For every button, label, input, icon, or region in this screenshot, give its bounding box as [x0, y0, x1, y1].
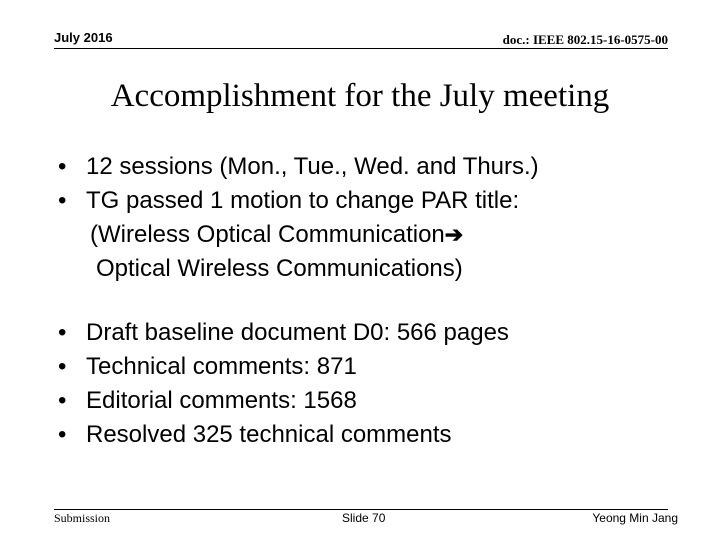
bullet-item [58, 184, 539, 286]
bullet-text: Draft baseline document D0: 566 pages [86, 319, 509, 346]
bullet-item [58, 384, 509, 418]
bullet-icon: • [58, 187, 67, 214]
arrow-right-icon: ➔ [444, 222, 464, 247]
bullet-text: TG passed 1 motion to change PAR title: [86, 187, 520, 214]
bullet-item [58, 350, 509, 384]
footer-author: Yeong Min Jang [592, 511, 678, 525]
footer-submission: Submission [54, 511, 111, 525]
slide-number: Slide 70 [342, 511, 386, 525]
bullet-text: Editorial comments: 1568 [86, 387, 357, 414]
bullet-list-1 [58, 150, 539, 286]
bullet-text: Technical comments: 871 [86, 353, 357, 380]
bullet-text: 12 sessions (Mon., Tue., Wed. and Thurs.) [86, 153, 539, 180]
bullet-list-2 [58, 316, 509, 452]
old-title-text: (Wireless Optical Communication [90, 221, 445, 248]
bullet-icon: • [58, 387, 67, 414]
bullet-icon: • [58, 353, 67, 380]
bullet-item [58, 316, 509, 350]
slide-title: Accomplishment for the July meeting [110, 78, 610, 114]
footer-divider [54, 509, 668, 510]
new-title-text: Optical Wireless Communications) [96, 255, 463, 282]
bullet-text: Resolved 325 technical comments [86, 421, 452, 448]
bullet-item [58, 418, 509, 452]
bullet-icon: • [58, 421, 67, 448]
bullet-item [58, 150, 539, 184]
header-doc-id: doc.: IEEE 802.15-16-0575-00 [502, 32, 668, 47]
bullet-icon: • [58, 153, 67, 180]
bullet-icon: • [58, 319, 67, 346]
header-divider [54, 48, 668, 49]
header-date: July 2016 [54, 30, 113, 45]
bullet-continuation [86, 218, 539, 252]
